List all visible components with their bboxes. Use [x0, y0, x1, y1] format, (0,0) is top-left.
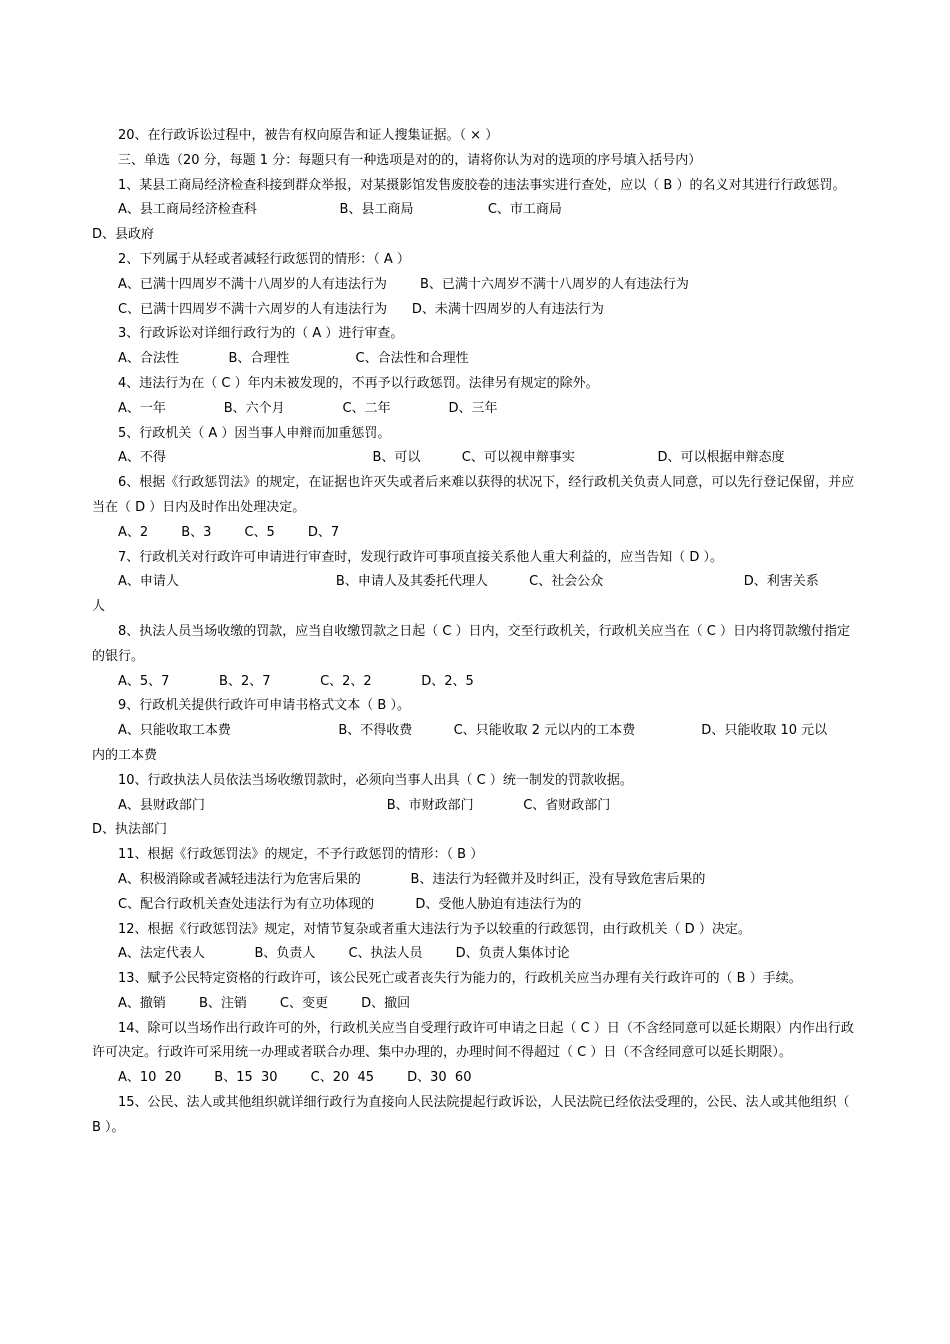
question-5: 5、行政机关（ A ）因当事人申辩而加重惩罚。: [118, 425, 391, 441]
question-9-options: A、只能收取工本费 B、不得收费 C、只能收取 2 元以内的工本费 D、只能收取 10 元以: [118, 723, 828, 739]
question-13: 13、赋予公民特定资格的行政许可，该公民死亡或者丧失行为能力的，行政机关应当办理有关行政许可的（ B ）手续。: [118, 971, 802, 987]
question-8: 8、执法人员当场收缴的罚款，应当自收缴罚款之日起（ C ）日内，交至行政机关，行政机关应当在（ C ）日内将罚款缴付指定的银行。: [92, 623, 850, 664]
question-2-options-ab: A、已满十四周岁不满十八周岁的人有违法行为 B、已满十六周岁不满十八周岁的人有违法行为: [118, 276, 689, 292]
question-7-options: A、申请人 B、申请人及其委托代理人 C、社会公众 D、利害关系: [118, 574, 819, 590]
question-6-options: A、2 B、3 C、5 D、7: [118, 524, 340, 540]
question-9: 9、行政机关提供行政许可申请书格式文本（ B ）。: [118, 698, 410, 714]
question-2-options-cd: C、已满十四周岁不满十六周岁的人有违法行为 D、未满十四周岁的人有违法行为: [118, 301, 604, 317]
question-14-options: A、10 20 B、15 30 C、20 45 D、30 60: [118, 1070, 472, 1086]
question-4: 4、违法行为在（ C ）年内未被发现的，不再予以行政惩罚。法律另有规定的除外。: [118, 375, 599, 391]
question-1-options: A、县工商局经济检查科 B、县工商局 C、市工商局: [118, 202, 562, 218]
question-11-options-cd: C、配合行政机关查处违法行为有立功体现的 D、受他人胁迫有违法行为的: [118, 896, 582, 912]
question-10-options: A、县财政部门 B、市财政部门 C、省财政部门: [118, 797, 611, 813]
question-3-options: A、合法性 B、合理性 C、合法性和合理性: [118, 351, 469, 367]
question-12: 12、根据《行政惩罚法》规定，对情节复杂或者重大违法行为予以较重的行政惩罚，由行政机关（ D ）决定。: [118, 921, 751, 937]
question-2: 2、下列属于从轻或者减轻行政惩罚的情形：（ A ）: [118, 251, 410, 267]
question-20-judgement: 20、在行政诉讼过程中，被告有权向原告和证人搜集证据。（ × ）: [118, 128, 499, 143]
question-13-options: A、撤销 B、注销 C、变更 D、撤回: [118, 995, 411, 1011]
question-5-options: A、不得 B、可以 C、可以视申辩事实 D、可以根据申辩态度: [118, 450, 785, 466]
question-10-option-d: D、执法部门: [92, 822, 168, 838]
question-7-options-wrap: 人: [92, 599, 106, 615]
question-11: 11、根据《行政惩罚法》的规定，不予行政惩罚的情形：（ B ）: [118, 847, 484, 863]
question-11-options-ab: A、积极消除或者减轻违法行为危害后果的 B、违法行为轻微并及时纠正，没有导致危害后果的: [118, 871, 706, 887]
question-3: 3、行政诉讼对详细行政行为的（ A ）进行审查。: [118, 326, 404, 342]
question-12-options: A、法定代表人 B、负责人 C、执法人员 D、负责人集体讨论: [118, 946, 570, 962]
section-heading-single-choice: 三、单选（20 分，每题 1 分：每题只有一种选项是对的的，请将你认为对的选项的序号填入括号内）: [118, 152, 702, 168]
question-7: 7、行政机关对行政许可申请进行审查时，发现行政许可事项直接关系他人重大利益的，应当告知（ D ）。: [118, 549, 724, 565]
question-15: 15、公民、法人或其他组织就详细行政行为直接向人民法院提起行政诉讼，人民法院已经依法受理的，公民、法人或其他组织（ B ）。: [92, 1095, 850, 1135]
question-1-option-d: D、县政府: [92, 227, 155, 243]
question-1: 1、某县工商局经济检查科接到群众举报，对某摄影馆发售废胶卷的违法事实进行查处，应以（ B ）的名义对其进行行政惩罚。: [118, 177, 846, 193]
question-14: 14、除可以当场作出行政许可的外，行政机关应当自受理行政许可申请之日起（ C ）日（不含经同意可以延长期限）内作出行政许可决定。行政许可采用统一办理或者联合办理、集中办理的，办理时间不得超过（ C ）日（不含经同意可以延长期限）。: [92, 1020, 854, 1061]
document-body: [92, 124, 862, 1141]
question-9-options-wrap: 内的工本费: [92, 747, 158, 763]
question-4-options: A、一年 B、六个月 C、二年 D、三年: [118, 400, 498, 416]
question-6: 6、根据《行政惩罚法》的规定，在证据也许灭失或者后来难以获得的状况下，经行政机关负责人同意，可以先行登记保留，并应当在（ D ）日内及时作出处理决定。: [92, 475, 855, 515]
question-8-options: A、5、7 B、2、7 C、2、2 D、2、5: [118, 673, 474, 689]
question-10: 10、行政执法人员依法当场收缴罚款时，必须向当事人出具（ C ）统一制发的罚款收据。: [118, 772, 633, 788]
